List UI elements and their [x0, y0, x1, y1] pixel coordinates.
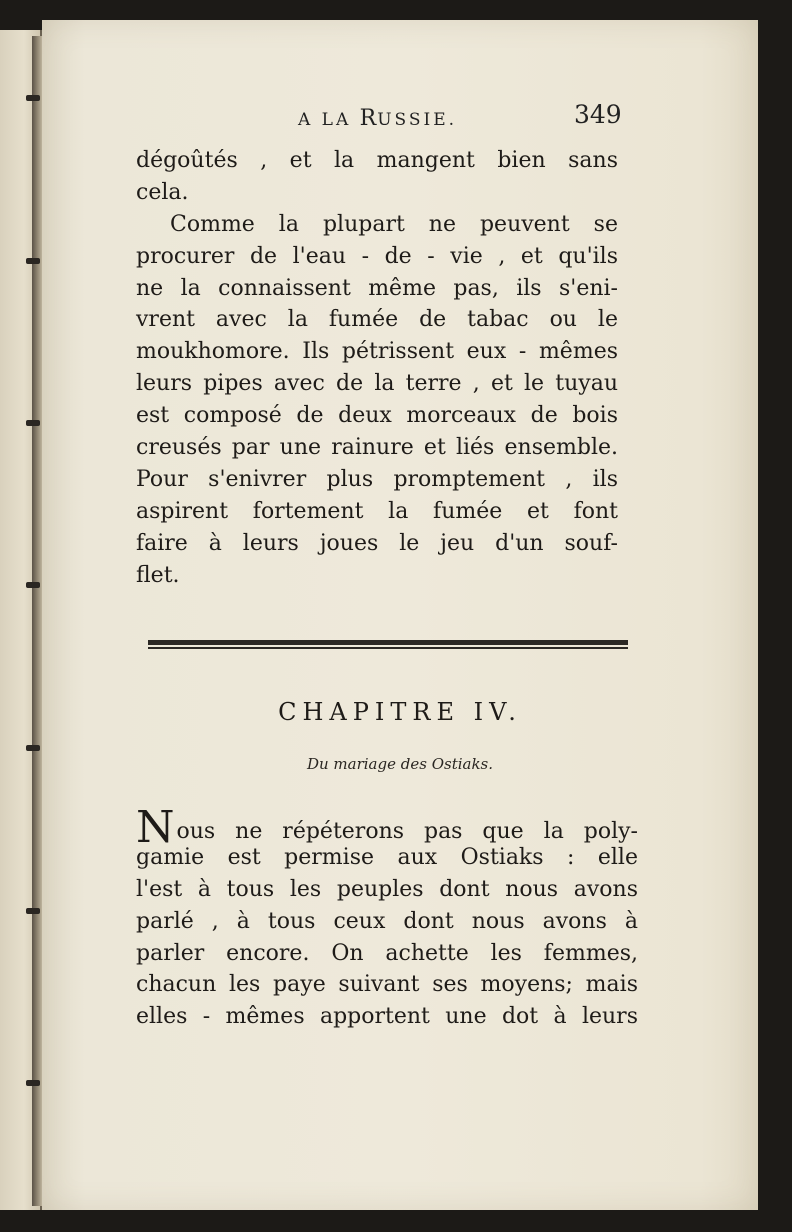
text-line: est composé de deux morceaux de bois	[136, 403, 618, 429]
text-line: cela.	[136, 179, 189, 205]
page-header	[42, 98, 758, 138]
running-head-rest: USSIE.	[377, 110, 458, 130]
body-text	[136, 145, 618, 591]
binding-stitch	[26, 745, 40, 751]
text-line: leurs pipes avec de la terre , et le tuyau	[136, 371, 618, 397]
text-line: vrent avec la fumée de tabac ou le	[136, 307, 618, 333]
chapter-text	[136, 802, 638, 1033]
text-line: elles - mêmes apportent une dot à leurs	[136, 1004, 638, 1030]
text-line: creusés par une rainure et liés ensemble.	[136, 435, 618, 461]
running-head	[298, 106, 457, 131]
text-line: ne la connaissent même pas, ils s'eni-	[136, 275, 618, 301]
text-line: parler encore. On achette les femmes,	[136, 940, 638, 966]
text-line: dégoûtés , et la mangent bien sans	[136, 148, 618, 173]
text-line: procurer de l'eau - de - vie , et qu'ils	[136, 243, 618, 269]
text-line: Pour s'enivrer plus promptement , ils	[136, 466, 618, 492]
binding-stitch	[26, 908, 40, 914]
text-line: faire à leurs joues le jeu d'un souf-	[136, 530, 618, 556]
chapter-subtitle: Du mariage des Ostiaks.	[306, 755, 494, 773]
running-head-initial: R	[359, 106, 378, 131]
chapter-title: CHAPITRE IV.	[278, 698, 522, 726]
section-divider	[148, 640, 628, 650]
binding-stitch	[26, 420, 40, 426]
text-line: parlé , à tous ceux dont nous avons à	[136, 908, 638, 934]
binding-stitch	[26, 95, 40, 101]
binding-stitch	[26, 258, 40, 264]
drop-cap: N	[136, 802, 175, 853]
text-line: gamie est permise aux Ostiaks : elle	[136, 844, 638, 870]
text-line: Comme la plupart ne peuvent se	[170, 211, 618, 237]
page-number: 349	[574, 100, 622, 129]
binding-stitch	[26, 1080, 40, 1086]
running-head-prefix: A LA	[298, 110, 360, 130]
book-gutter	[32, 36, 42, 1206]
text-line: aspirent fortement la fumée et font	[136, 498, 618, 524]
text-line: l'est à tous les peuples dont nous avons	[136, 876, 638, 902]
text-line: moukhomore. Ils pétrissent eux - mêmes	[136, 339, 618, 365]
binding-stitch	[26, 582, 40, 588]
text-line: Nous ne répéterons pas que la poly-	[136, 802, 638, 853]
text-line: flet.	[136, 562, 180, 588]
text-line: chacun les paye suivant ses moyens; mais	[136, 972, 638, 998]
